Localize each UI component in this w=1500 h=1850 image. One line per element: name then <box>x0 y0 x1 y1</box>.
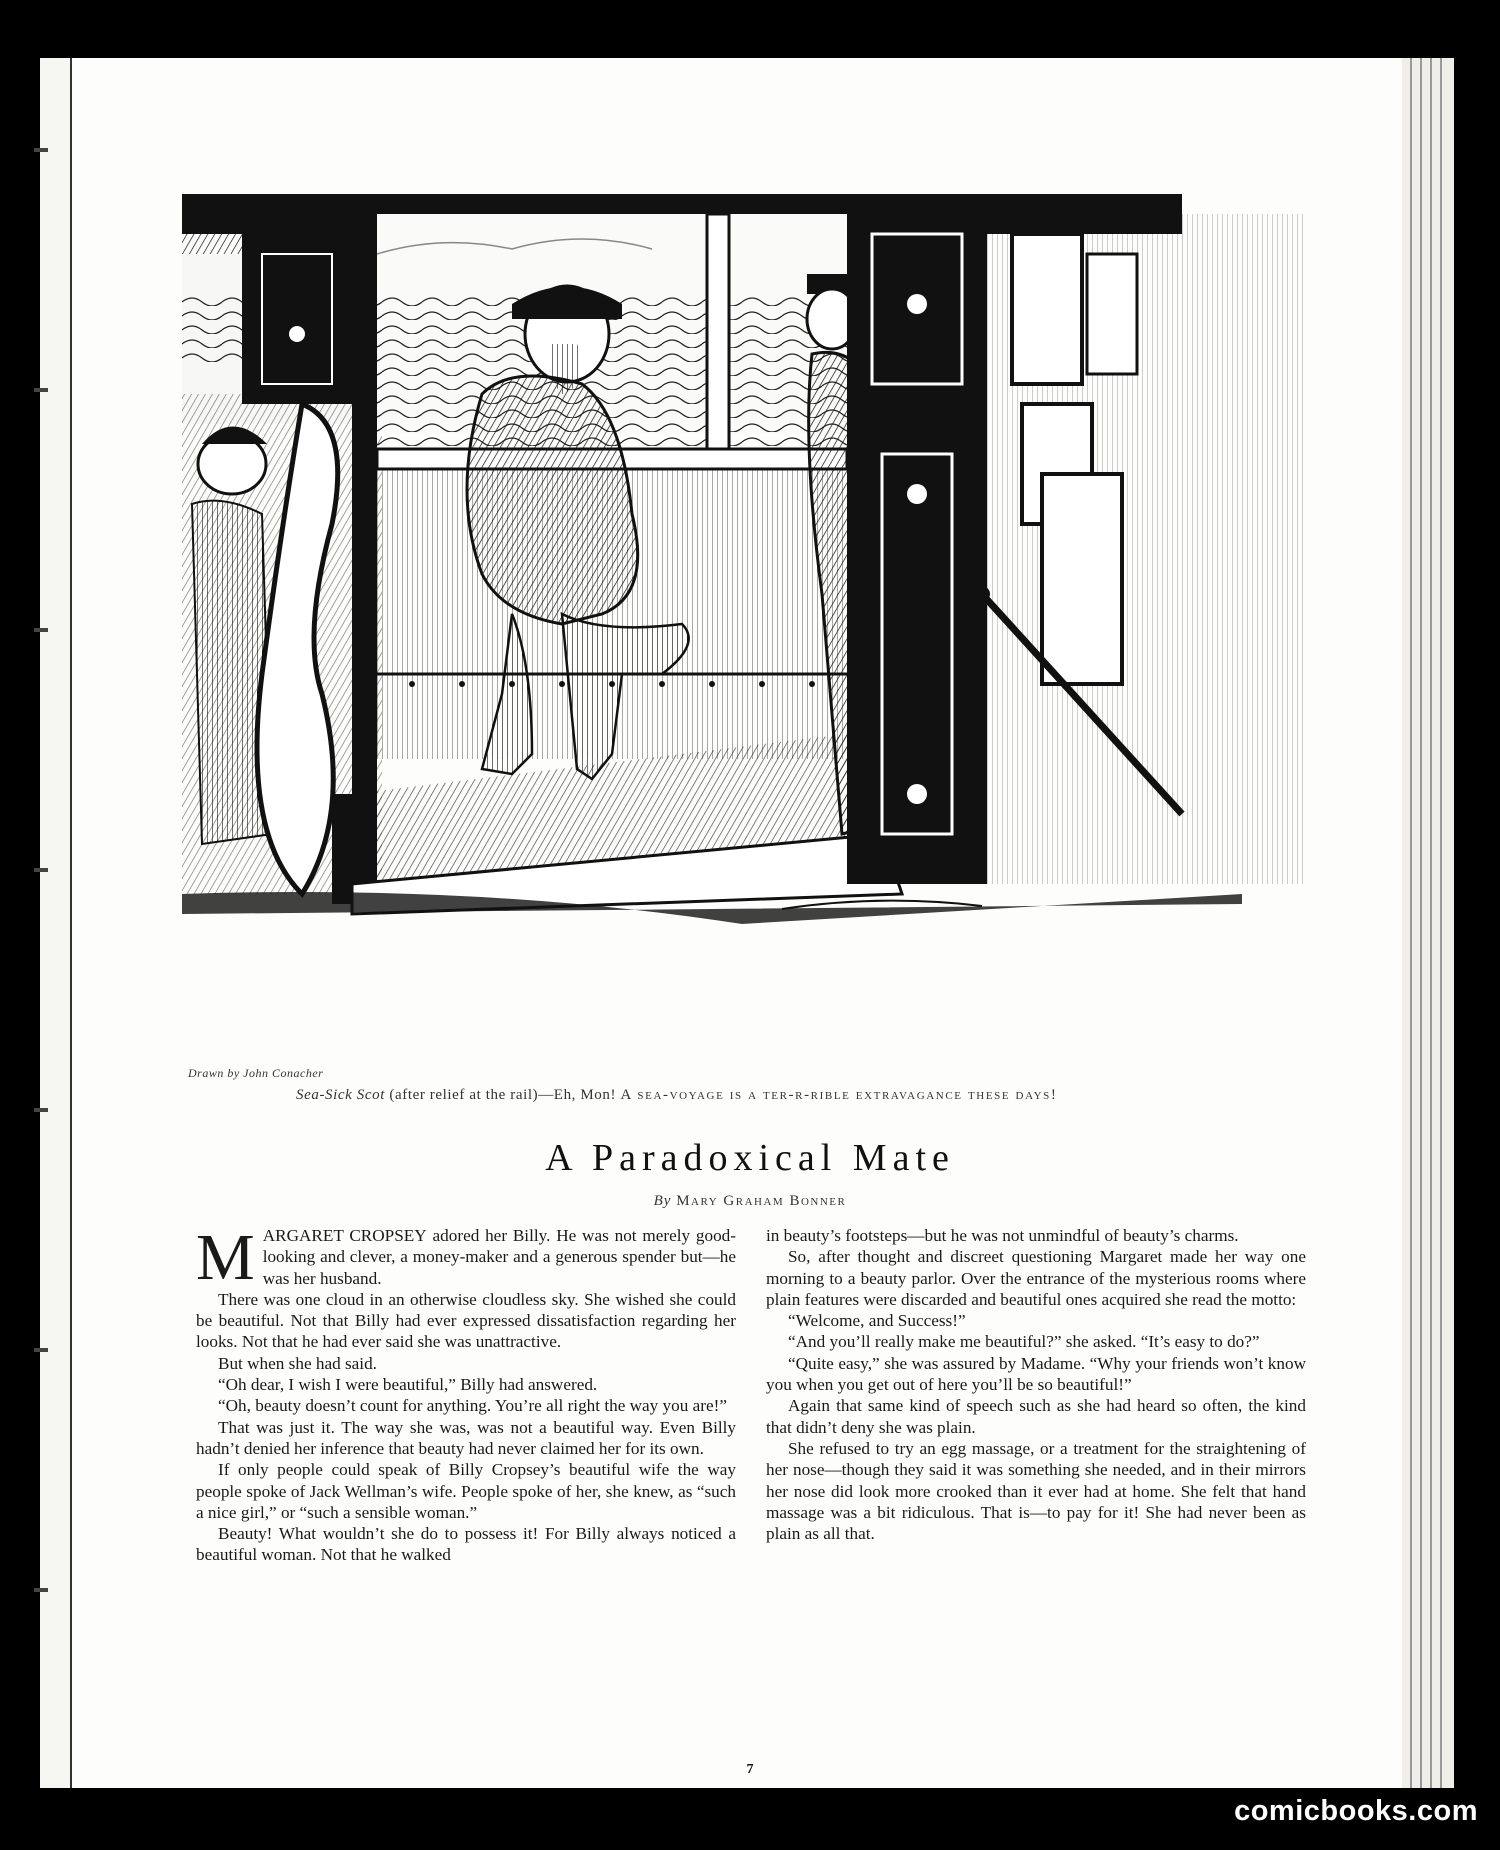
byline-prefix: By <box>653 1193 677 1209</box>
lead-in: ARGARET CROPSEY <box>262 1226 427 1245</box>
site-watermark: comicbooks.com <box>1234 1795 1478 1827</box>
article-paragraph: She refused to try an egg massage, or a treatment for the straightening of her nose—though they said it was something she needed, and in their mirrors her nose did look more crooked than it ever had at home. She felt that hand massage was a bit ridiculous. That is—to pay for it! She had never been as plain as all that. <box>766 1438 1306 1544</box>
article-paragraph: Beauty! What wouldn’t she do to possess it! For Billy always noticed a beautiful woman. Not that he walked <box>196 1524 736 1565</box>
article-paragraph: So, after thought and discreet questioning Margaret made her way one morning to a beauty parlor. Over the entrance of the mysterious rooms where plain features were discarded and beautiful ones acquired she read the motto: <box>766 1247 1306 1309</box>
article-column-right <box>766 1225 1306 1544</box>
illustration-caption <box>296 1087 1057 1104</box>
author-name: Mary Graham Bonner <box>676 1193 847 1209</box>
caption-speaker: Sea-Sick Scot <box>296 1087 386 1103</box>
binding-stitch <box>34 148 48 152</box>
paragraph-text: adored her Billy. He was not merely good-looking and clever, a money-maker and a generous spender but—he was her husband. <box>262 1226 736 1288</box>
article-column-left <box>196 1221 736 1566</box>
article-paragraph: There was one cloud in an otherwise cloudless sky. She wished she could be beautiful. Not that Billy had ever expressed dissatisfaction regarding her looks. Not that he had ever said she was unattractive. <box>196 1289 736 1352</box>
article-paragraph: But when she had said. <box>218 1353 377 1373</box>
caption-tail: A sea-voyage is a ter-r-rible extravagance these days! <box>620 1087 1058 1103</box>
article-paragraph: “Quite easy,” she was assured by Madame. “Why your friends won’t know you when you get out of here you’ll be so beautiful!” <box>766 1353 1306 1395</box>
binding-stitch <box>34 1348 48 1352</box>
page-number: 7 <box>746 1762 754 1777</box>
page-edge-stack <box>1402 58 1454 1788</box>
article-paragraph <box>196 1221 736 1294</box>
binding-stitch <box>34 1108 48 1112</box>
article-title: A Paradoxical Mate <box>545 1137 955 1179</box>
caption-middle: (after relief at the rail)—Eh, Mon! <box>385 1087 621 1103</box>
article-paragraph: “Oh, beauty doesn’t count for anything. You’re all right the way you are!” <box>218 1396 727 1416</box>
article-paragraph: Again that same kind of speech such as she had heard so often, the kind that didn’t deny she was plain. <box>766 1396 1306 1437</box>
illustration-credit: Drawn by John Conacher <box>188 1066 324 1080</box>
article-paragraph: If only people could speak of Billy Cropsey’s beautiful wife the way people spoke of Jack Wellman’s wife. People spoke of her, she knew, as “such a nice girl,” or “such a sensible woman.” <box>196 1460 736 1522</box>
article-paragraph: That was just it. The way she was, was not a beautiful way. Even Billy hadn’t denied her inference that beauty had never claimed her for its own. <box>196 1417 736 1458</box>
article-paragraph: in beauty’s footsteps—but he was not unmindful of beauty’s charms. <box>766 1226 1239 1245</box>
article-byline <box>0 1193 1500 1210</box>
ship-deck-illustration <box>182 194 1312 1054</box>
binding-stitch <box>34 628 48 632</box>
drop-cap: M <box>196 1221 255 1294</box>
binding-stitch <box>34 1588 48 1592</box>
binding-stitch <box>34 388 48 392</box>
binding-stitch <box>34 868 48 872</box>
article-paragraph: “Oh dear, I wish I were beautiful,” Billy had answered. <box>218 1375 598 1395</box>
binding-gutter <box>40 58 72 1788</box>
article-paragraph: “And you’ll really make me beautiful?” she asked. “It’s easy to do?” <box>788 1332 1260 1352</box>
article-paragraph: “Welcome, and Success!” <box>788 1311 966 1331</box>
